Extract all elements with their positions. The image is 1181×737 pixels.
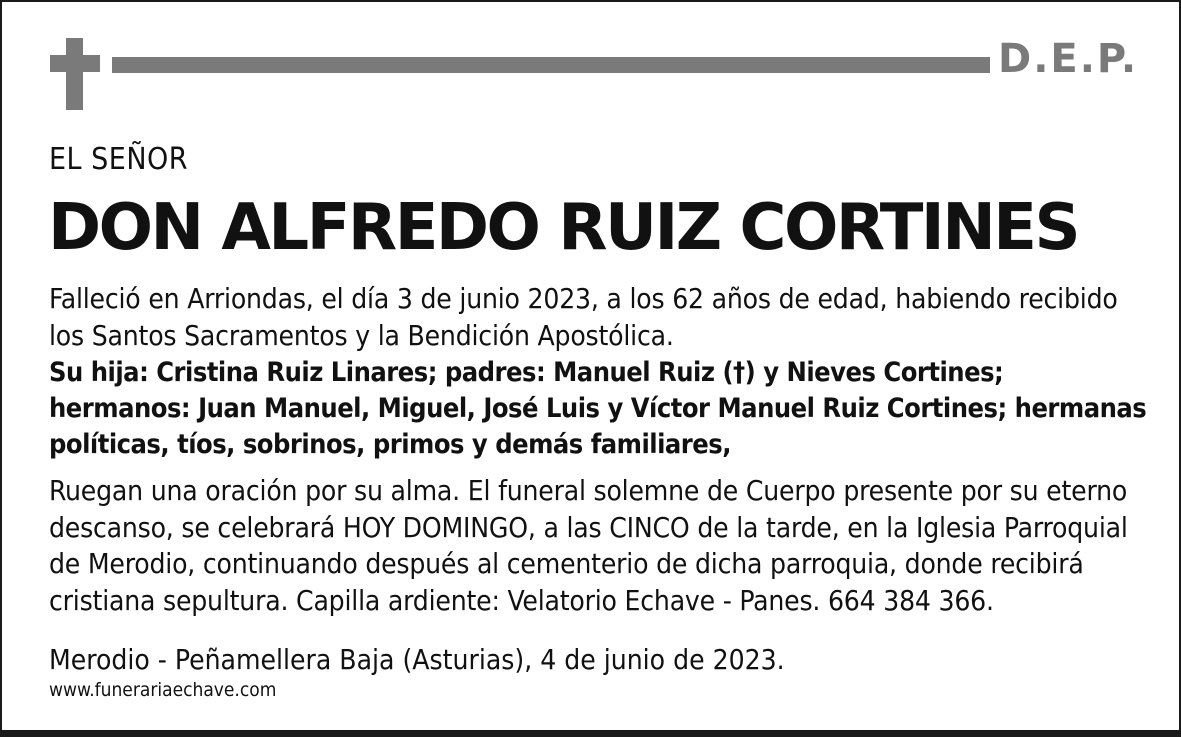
- header-rule: [112, 57, 990, 73]
- funeral-info: Ruegan una oración por su alma. El funeral solemne de Cuerpo presente por su eterno descanso, se celebrará HOY DOMINGO, a las CINCO de la tarde, en la Iglesia Parroquial de Merodio, continuando después al cementerio de dicha parroquia, donde recibirá cristiana sepultura. Capilla ardiente: Velatorio Echave - Panes. 664 384 366.: [49, 474, 1128, 617]
- cross-vertical-bar: [66, 38, 83, 110]
- death-info: Falleció en Arriondas, el día 3 de junio 2023, a los 62 años de edad, habiendo recibido los Santos Sacramentos y la Bendición Apostólica.: [49, 282, 1118, 352]
- dep-mark: D.E.P.: [998, 36, 1139, 82]
- place-date: Merodio - Peñamellera Baja (Asturias), 4 de junio de 2023.: [49, 643, 785, 676]
- cross-horizontal-bar: [50, 55, 100, 72]
- website-text: www.funerariaechave.com: [49, 679, 277, 701]
- title-label: EL SEÑOR: [49, 142, 189, 177]
- deceased-name: DON ALFREDO RUIZ CORTINES: [48, 191, 1079, 265]
- cross-icon: [50, 38, 100, 110]
- family-list: Su hija: Cristina Ruiz Linares; padres: Manuel Ruiz (†) y Nieves Cortines; hermanos: Juan Manuel, Miguel, José Luis y Víctor Manuel Ruiz Cortines; hermanas políticas, tíos, sobrinos, primos y demás familiares,: [49, 357, 1147, 460]
